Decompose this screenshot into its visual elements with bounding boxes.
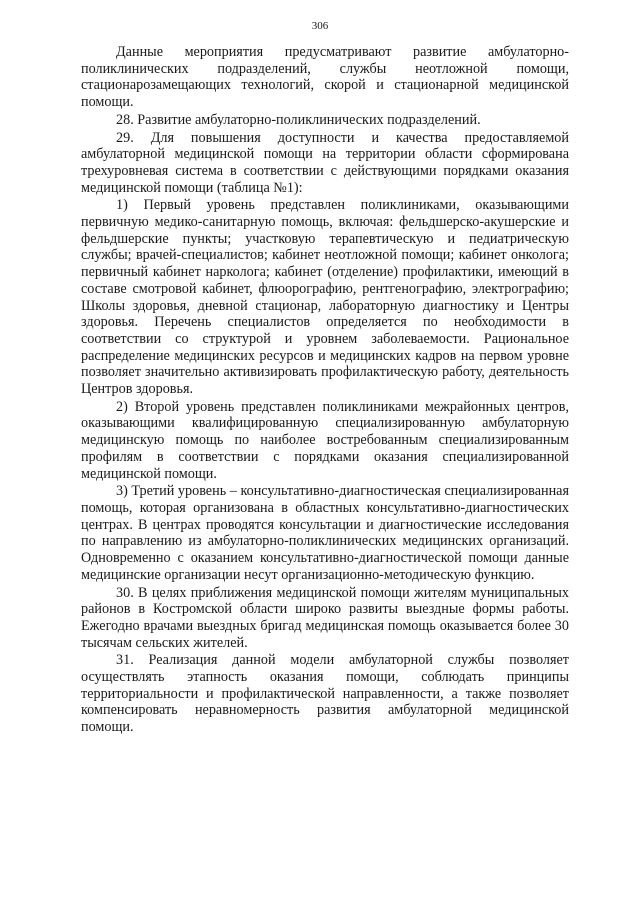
paragraph-31: 31. Реализация данной модели амбулаторной службы позволяет осуществлять этапность оказания помощи, соблюдать принципы территориальности и профилактической направленности, а также позволяет компенсировать неравномерность развития амбулаторной медицинской помощи.: [81, 652, 569, 736]
paragraph-30: 30. В целях приближения медицинской помощи жителям муниципальных районов в Костромской области широко развиты выездные формы работы. Ежегодно врачами выездных бригад медицинская помощь оказывается более 30 тысячам сельских жителей.: [81, 584, 569, 651]
paragraph-28: 28. Развитие амбулаторно-поликлинических подразделений.: [116, 111, 481, 128]
paragraph-level-2: 2) Второй уровень представлен поликлиниками межрайонных центров, оказывающими квалифицированную специализированную амбулаторную медицинскую помощь по наиболее востребованным специализированным профилям в соответствии с порядками оказания специализированной медицинской помощи.: [81, 398, 569, 482]
page-number: 306: [311, 20, 329, 32]
paragraph-level-3: 3) Третий уровень – консультативно-диагностическая специализированная помощь, которая организована в областных консультативно-диагностических центрах. В центрах проводятся консультации и диагностические исследования по направлению из амбулаторно-поликлинических медицинских организаций. Одновременно с оказанием консультативно-диагностической помощи данные медицинские организации несут организационно-методическую функцию.: [81, 483, 569, 583]
paragraph-intro: Данные мероприятия предусматривают развитие амбулаторно-поликлинических подразделений, службы неотложной помощи, стационарозамещающих технологий, скорой и стационарной медицинской помощи.: [81, 44, 569, 111]
paragraph-29: 29. Для повышения доступности и качества предоставляемой амбулаторной медицинской помощи на территории области сформирована трехуровневая система в соответствии с действующими порядками оказания медицинской помощи (таблица №1):: [81, 129, 569, 196]
paragraph-level-1: 1) Первый уровень представлен поликлиниками, оказывающими первичную медико-санитарную помощь, включая: фельдшерско-акушерские и фельдшерские пункты; участковую терапевтическую и педиатрическую службы; врачей-специалистов; кабинет неотложной помощи; кабинет онколога; первичный кабинет нарколога; кабинет (отделение) профилактики, имеющий в составе смотровой кабинет, флюорографию, рентгенографию, электрографию; Школы здоровья, дневной стационар, лабораторную диагностику и Центры здоровья. Перечень специалистов определяется по необходимости в соответствии со структурой и уровнем заболеваемости. Рациональное распределение медицинских ресурсов и медицинских кадров на первом уровне позволяет значительно активизировать профилактическую работу, деятельность Центров здоровья.: [81, 197, 569, 398]
document-body: [81, 44, 569, 736]
